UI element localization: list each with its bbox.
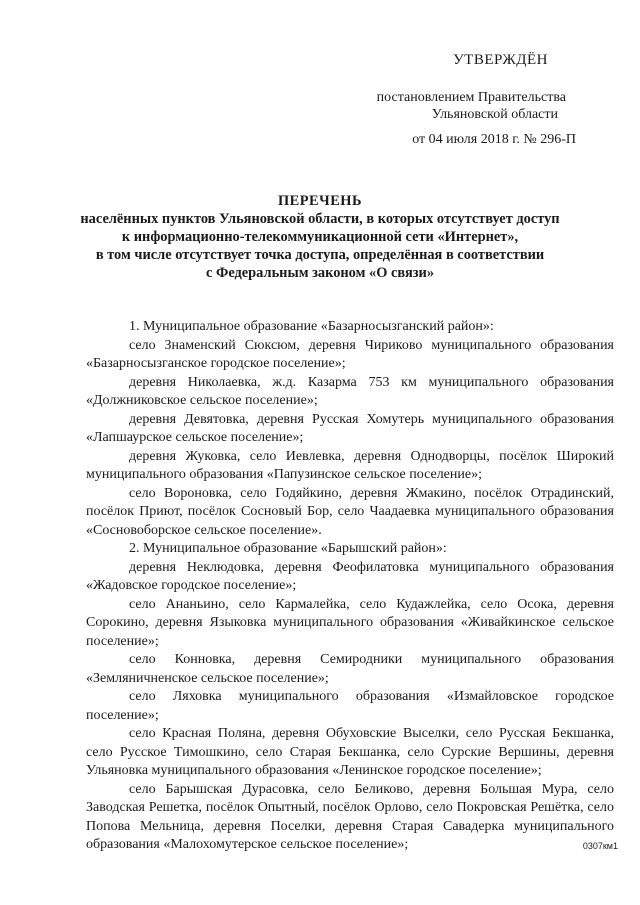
document-body — [86, 318, 614, 855]
list-item: село Ананьино, село Кармалейка, село Кудажлейка, село Осока, деревня Сорокино, деревня Языковка муниципального образования «Живайкинское сельское поселение»; — [86, 596, 614, 649]
list-item: село Вороновка, село Годяйкино, деревня Жмакино, посёлок Отрадинский, посёлок Приют, посёлок Сосновый Бор, село Чаадаевка муниципального образования «Сосновоборское сельское поселение». — [86, 485, 614, 538]
approval-line-2: Ульяновской области — [431, 107, 558, 122]
approval-stamp: УТВЕРЖДЁН — [453, 52, 548, 68]
approval-date: от 04 июля 2018 г. № 296-П — [412, 132, 576, 147]
section-heading: 2. Муниципальное образование «Барышский район»: — [129, 541, 447, 556]
list-item: село Барышская Дурасовка, село Беликово, деревня Большая Мура, село Заводская Решетка, посёлок Опытный, посёлок Орлово, село Покровская Решётка, село Попова Мельница, деревня Поселки, деревня Старая Савадерка муниципального образования «Малохомутерское сельское поселение»; — [86, 781, 614, 852]
list-item: деревня Николаевка, ж.д. Казарма 753 км муниципального образования «Должниковское сельское поселение»; — [86, 374, 614, 408]
title-line-4: с Федеральным законом «О связи» — [205, 265, 435, 281]
title-heading: ПЕРЕЧЕНЬ — [277, 193, 363, 209]
list-item: деревня Девятовка, деревня Русская Хомутерь муниципального образования «Лапшаурское сельское поселение»; — [86, 411, 614, 445]
title-line-3: в том числе отсутствует точка доступа, определённая в соответствии — [95, 247, 545, 263]
list-item: село Ляховка муниципального образования «Измайловское городское поселение»; — [86, 689, 614, 723]
list-item: село Красная Поляна, деревня Обуховские Выселки, село Русская Бекшанка, село Русское Тимошкино, село Старая Бекшанка, село Сурские Вершины, деревня Ульяновка муниципального образования «Ленинское городское поселение»; — [86, 726, 614, 778]
page-footer-code: 0307км1 — [582, 841, 618, 851]
title-line-1: населённых пунктов Ульяновской области, в которых отсутствует доступ — [80, 211, 560, 227]
list-item: село Конновка, деревня Семиродники муниципального образования «Земляничненское сельское поселение»; — [86, 652, 614, 686]
document-title — [60, 192, 580, 282]
title-line-2: к информационно-телекоммуникационной сети «Интернет», — [121, 229, 519, 245]
list-item: деревня Неклюдовка, деревня Феофилатовка муниципального образования «Жадовское городское поселение»; — [86, 559, 614, 593]
list-item: деревня Жуковка, село Иевлевка, деревня Однодворцы, посёлок Широкий муниципального образования «Папузинское сельское поселение»; — [86, 448, 614, 482]
list-item: село Знаменский Сюксюм, деревня Чириково муниципального образования «Базарносызганское городское поселение»; — [86, 337, 614, 371]
section-heading: 1. Муниципальное образование «Базарносызганский район»: — [129, 319, 494, 334]
approval-line-1: постановлением Правительства — [376, 90, 566, 105]
